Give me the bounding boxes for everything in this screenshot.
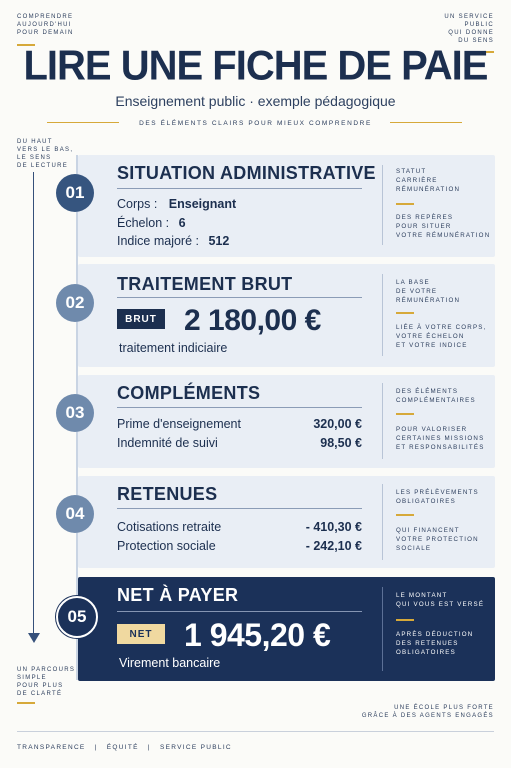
row-value: 320,00 € xyxy=(313,417,362,431)
row-label: Cotisations retraite xyxy=(117,520,222,534)
gold-accent xyxy=(396,203,414,205)
side-subnote: LIÉE À VOTRE CORPS, VOTRE ÉCHELON ET VOTRE INDICE xyxy=(396,324,487,349)
tagline: DES ÉLÉMENTS CLAIRS POUR MIEUX COMPRENDRE xyxy=(139,120,372,127)
side-divider xyxy=(382,383,383,459)
side-note: LES PRÉLÈVEMENTS OBLIGATOIRES xyxy=(396,489,479,505)
side-note: DES ÉLÉMENTS COMPLÉMENTAIRES xyxy=(396,388,476,404)
section-card-traitement-brut xyxy=(78,264,495,367)
reading-direction-note: DU HAUT VERS LE BAS, LE SENS DE LECTURE xyxy=(17,139,74,169)
row-value: - 242,10 € xyxy=(305,539,362,553)
section-title: NET À PAYER xyxy=(117,585,239,605)
corner-text-top-left: COMPRENDRE AUJOURD'HUI POUR DEMAIN xyxy=(17,14,74,36)
side-subnote: QUI FINANCENT VOTRE PROTECTION SOCIALE xyxy=(396,527,479,552)
brut-caption: traitement indiciaire xyxy=(119,341,228,355)
section-card-net-a-payer xyxy=(78,577,495,681)
row-label: Protection sociale xyxy=(117,539,216,553)
step-number-badge: 01 xyxy=(56,174,94,212)
section-card-situation xyxy=(78,155,495,257)
gold-accent xyxy=(396,619,414,621)
side-note: STATUT CARRIÈRE RÉMUNÉRATION xyxy=(396,168,461,193)
section-divider xyxy=(117,508,362,509)
section-title: RETENUES xyxy=(117,484,218,504)
closing-note: UNE ÉCOLE PLUS FORTE GRÂCE À DES AGENTS ENGAGÉS xyxy=(361,705,494,719)
side-note: LA BASE DE VOTRE RÉMUNÉRATION xyxy=(396,279,461,304)
row-value: 98,50 € xyxy=(320,436,362,450)
arrow-down-icon xyxy=(28,633,40,643)
step-number-badge: 02 xyxy=(56,284,94,322)
row-label: Indice majoré : 512 xyxy=(117,234,230,248)
reading-arrow-line xyxy=(33,172,34,634)
section-title: COMPLÉMENTS xyxy=(117,383,261,403)
section-title: TRAITEMENT BRUT xyxy=(117,274,293,294)
row-label: Échelon : 6 xyxy=(117,216,186,230)
row-value: - 410,30 € xyxy=(305,520,362,534)
side-divider xyxy=(382,484,383,560)
side-divider xyxy=(382,587,383,671)
tagline-line-right xyxy=(390,122,462,123)
side-subnote: DES REPÈRES POUR SITUER VOTRE RÉMUNÉRATION xyxy=(396,214,491,239)
journey-note: UN PARCOURS SIMPLE POUR PLUS DE CLARTÉ xyxy=(17,667,76,697)
brut-amount: 2 180,00 € xyxy=(184,304,321,337)
side-divider xyxy=(382,274,383,356)
net-caption: Virement bancaire xyxy=(119,656,221,670)
row-label: Indemnité de suivi xyxy=(117,436,218,450)
brut-badge: BRUT xyxy=(117,309,165,329)
gold-accent xyxy=(396,312,414,314)
section-card-retenues xyxy=(78,476,495,568)
gold-accent xyxy=(396,514,414,516)
section-divider xyxy=(117,407,362,408)
side-subnote: APRÈS DÉDUCTION DES RETENUES OBLIGATOIRES xyxy=(396,631,474,656)
footer-divider xyxy=(17,731,494,732)
page-title: LIRE UNE FICHE DE PAIE xyxy=(23,42,488,90)
step-number-badge: 03 xyxy=(56,394,94,432)
row-label: Corps : Enseignant xyxy=(117,197,237,211)
row-label: Prime d'enseignement xyxy=(117,417,241,431)
section-divider xyxy=(117,611,362,612)
page-subtitle: Enseignement public · exemple pédagogique xyxy=(115,93,396,109)
gold-accent xyxy=(396,413,414,415)
section-divider xyxy=(117,188,362,189)
net-badge: NET xyxy=(117,624,165,644)
footer-values: TRANSPARENCE | ÉQUITÉ | SERVICE PUBLIC xyxy=(17,744,232,751)
net-amount: 1 945,20 € xyxy=(184,617,331,653)
side-subnote: POUR VALORISER CERTAINES MISSIONS ET RESPONSABILITÉS xyxy=(396,426,485,451)
step-number-badge: 04 xyxy=(56,495,94,533)
side-divider xyxy=(382,165,383,245)
section-title: SITUATION ADMINISTRATIVE xyxy=(117,163,376,183)
step-number-badge: 05 xyxy=(56,596,98,638)
side-note: LE MONTANT QUI VOUS EST VERSÉ xyxy=(396,592,485,608)
corner-text-top-right: UN SERVICE PUBLIC QUI DONNE DU SENS xyxy=(444,14,494,44)
gold-accent xyxy=(17,702,35,704)
section-divider xyxy=(117,297,362,298)
section-card-complements xyxy=(78,375,495,468)
